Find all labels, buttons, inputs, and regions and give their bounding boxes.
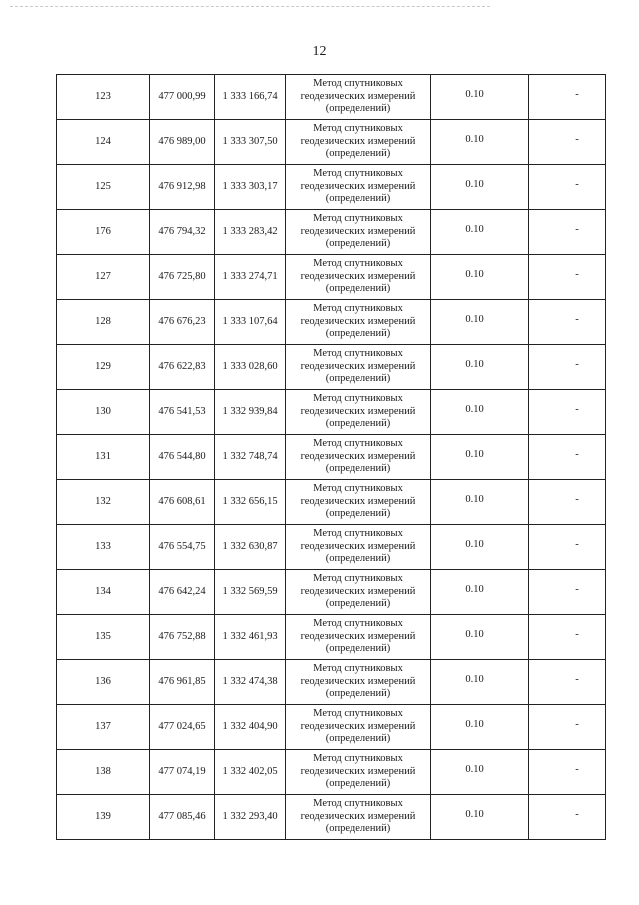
- method-line: Метод спутниковых: [313, 753, 403, 765]
- method-line: (определений): [325, 148, 391, 160]
- x-coordinate-cell: 476 961,85: [150, 660, 215, 705]
- dash-value: -: [575, 449, 579, 460]
- method-line: (определений): [325, 508, 391, 520]
- method-line: Метод спутниковых: [313, 708, 403, 720]
- dash-value: -: [575, 269, 579, 280]
- method-line: (определений): [325, 193, 391, 205]
- method-cell: [286, 390, 431, 435]
- method-line: Метод спутниковых: [313, 798, 403, 810]
- point-number-cell: 132: [57, 480, 150, 525]
- method-line: (определений): [325, 823, 391, 835]
- x-coordinate-cell: 476 725,80: [150, 255, 215, 300]
- accuracy-cell: [431, 795, 529, 840]
- coordinates-table-body: [57, 75, 606, 840]
- y-coordinate-cell: 1 332 404,90: [215, 705, 286, 750]
- dash-value: -: [575, 674, 579, 685]
- method-cell: [286, 345, 431, 390]
- page-number: 12: [312, 44, 327, 59]
- table-row: [57, 435, 606, 480]
- point-number-cell: 130: [57, 390, 150, 435]
- method-line: Метод спутниковых: [313, 168, 403, 180]
- dash-cell: [529, 255, 606, 300]
- accuracy-cell: [431, 750, 529, 795]
- method-line: Метод спутниковых: [313, 78, 403, 90]
- x-coordinate-cell: 477 024,65: [150, 705, 215, 750]
- point-number-cell: 131: [57, 435, 150, 480]
- y-coordinate-cell: 1 332 402,05: [215, 750, 286, 795]
- point-number-cell: 138: [57, 750, 150, 795]
- method-cell: [286, 120, 431, 165]
- method-line: геодезических измерений: [300, 720, 416, 732]
- method-line: геодезических измерений: [300, 675, 416, 687]
- method-line: геодезических измерений: [300, 405, 416, 417]
- dash-cell: [529, 660, 606, 705]
- y-coordinate-cell: 1 332 569,59: [215, 570, 286, 615]
- dash-value: -: [575, 809, 579, 820]
- method-line: (определений): [325, 463, 391, 475]
- accuracy-value: 0.10: [465, 674, 484, 685]
- y-coordinate-cell: 1 332 630,87: [215, 525, 286, 570]
- point-number-cell: 139: [57, 795, 150, 840]
- table-row: [57, 75, 606, 120]
- y-coordinate-cell: 1 332 939,84: [215, 390, 286, 435]
- accuracy-value: 0.10: [465, 89, 484, 100]
- x-coordinate-cell: 476 752,88: [150, 615, 215, 660]
- method-cell: [286, 750, 431, 795]
- accuracy-value: 0.10: [465, 809, 484, 820]
- accuracy-cell: [431, 165, 529, 210]
- dash-value: -: [575, 224, 579, 235]
- dash-value: -: [575, 179, 579, 190]
- method-line: геодезических измерений: [300, 810, 416, 822]
- x-coordinate-cell: 476 622,83: [150, 345, 215, 390]
- method-cell: [286, 570, 431, 615]
- method-line: геодезических измерений: [300, 315, 416, 327]
- dash-value: -: [575, 584, 579, 595]
- method-cell: [286, 435, 431, 480]
- method-line: геодезических измерений: [300, 135, 416, 147]
- y-coordinate-cell: 1 333 283,42: [215, 210, 286, 255]
- table-row: [57, 345, 606, 390]
- dash-value: -: [575, 134, 579, 145]
- y-coordinate-cell: 1 333 303,17: [215, 165, 286, 210]
- y-coordinate-cell: 1 332 656,15: [215, 480, 286, 525]
- x-coordinate-cell: 476 989,00: [150, 120, 215, 165]
- method-line: (определений): [325, 643, 391, 655]
- table-row: [57, 255, 606, 300]
- accuracy-cell: [431, 480, 529, 525]
- x-coordinate-cell: 477 000,99: [150, 75, 215, 120]
- method-line: Метод спутниковых: [313, 123, 403, 135]
- x-coordinate-cell: 477 074,19: [150, 750, 215, 795]
- dash-value: -: [575, 404, 579, 415]
- dash-value: -: [575, 494, 579, 505]
- dash-cell: [529, 435, 606, 480]
- dash-value: -: [575, 764, 579, 775]
- method-line: (определений): [325, 373, 391, 385]
- method-line: Метод спутниковых: [313, 618, 403, 630]
- point-number-cell: 128: [57, 300, 150, 345]
- dash-cell: [529, 75, 606, 120]
- dash-value: -: [575, 89, 579, 100]
- accuracy-value: 0.10: [465, 134, 484, 145]
- table-row: [57, 300, 606, 345]
- dash-cell: [529, 345, 606, 390]
- point-number-cell: 127: [57, 255, 150, 300]
- y-coordinate-cell: 1 332 293,40: [215, 795, 286, 840]
- table-row: [57, 750, 606, 795]
- dash-value: -: [575, 629, 579, 640]
- point-number-cell: 125: [57, 165, 150, 210]
- method-line: Метод спутниковых: [313, 438, 403, 450]
- table-row: [57, 210, 606, 255]
- dash-cell: [529, 165, 606, 210]
- dash-cell: [529, 300, 606, 345]
- y-coordinate-cell: 1 332 474,38: [215, 660, 286, 705]
- point-number-cell: 133: [57, 525, 150, 570]
- y-coordinate-cell: 1 333 166,74: [215, 75, 286, 120]
- table-row: [57, 795, 606, 840]
- x-coordinate-cell: 476 544,80: [150, 435, 215, 480]
- point-number-cell: 124: [57, 120, 150, 165]
- method-line: геодезических измерений: [300, 540, 416, 552]
- table-row: [57, 615, 606, 660]
- method-line: (определений): [325, 733, 391, 745]
- accuracy-cell: [431, 705, 529, 750]
- accuracy-value: 0.10: [465, 539, 484, 550]
- dash-cell: [529, 480, 606, 525]
- accuracy-value: 0.10: [465, 314, 484, 325]
- method-line: (определений): [325, 238, 391, 250]
- dash-cell: [529, 570, 606, 615]
- x-coordinate-cell: 476 554,75: [150, 525, 215, 570]
- dash-value: -: [575, 719, 579, 730]
- dash-cell: [529, 390, 606, 435]
- method-cell: [286, 705, 431, 750]
- coordinates-table: [56, 74, 606, 840]
- accuracy-value: 0.10: [465, 494, 484, 505]
- method-cell: [286, 255, 431, 300]
- point-number-cell: 135: [57, 615, 150, 660]
- dash-cell: [529, 615, 606, 660]
- method-cell: [286, 300, 431, 345]
- accuracy-cell: [431, 525, 529, 570]
- point-number-cell: 136: [57, 660, 150, 705]
- x-coordinate-cell: 476 676,23: [150, 300, 215, 345]
- accuracy-cell: [431, 300, 529, 345]
- accuracy-value: 0.10: [465, 179, 484, 190]
- dash-cell: [529, 795, 606, 840]
- dash-value: -: [575, 359, 579, 370]
- method-line: Метод спутниковых: [313, 393, 403, 405]
- top-divider: [10, 6, 490, 7]
- method-line: геодезических измерений: [300, 270, 416, 282]
- y-coordinate-cell: 1 332 748,74: [215, 435, 286, 480]
- point-number-cell: 129: [57, 345, 150, 390]
- accuracy-value: 0.10: [465, 764, 484, 775]
- accuracy-value: 0.10: [465, 359, 484, 370]
- table-row: [57, 120, 606, 165]
- y-coordinate-cell: 1 333 028,60: [215, 345, 286, 390]
- method-line: геодезических измерений: [300, 225, 416, 237]
- method-cell: [286, 660, 431, 705]
- method-line: геодезических измерений: [300, 360, 416, 372]
- dash-cell: [529, 705, 606, 750]
- x-coordinate-cell: 477 085,46: [150, 795, 215, 840]
- accuracy-cell: [431, 345, 529, 390]
- method-line: (определений): [325, 328, 391, 340]
- x-coordinate-cell: 476 912,98: [150, 165, 215, 210]
- accuracy-value: 0.10: [465, 404, 484, 415]
- x-coordinate-cell: 476 541,53: [150, 390, 215, 435]
- table-row: [57, 165, 606, 210]
- y-coordinate-cell: 1 332 461,93: [215, 615, 286, 660]
- dash-cell: [529, 525, 606, 570]
- accuracy-value: 0.10: [465, 224, 484, 235]
- method-cell: [286, 615, 431, 660]
- method-line: геодезических измерений: [300, 450, 416, 462]
- accuracy-cell: [431, 75, 529, 120]
- method-line: (определений): [325, 598, 391, 610]
- method-cell: [286, 525, 431, 570]
- accuracy-cell: [431, 120, 529, 165]
- method-line: Метод спутниковых: [313, 528, 403, 540]
- method-cell: [286, 480, 431, 525]
- method-line: Метод спутниковых: [313, 258, 403, 270]
- accuracy-cell: [431, 435, 529, 480]
- method-line: геодезических измерений: [300, 630, 416, 642]
- method-cell: [286, 75, 431, 120]
- accuracy-cell: [431, 390, 529, 435]
- table-row: [57, 660, 606, 705]
- accuracy-value: 0.10: [465, 269, 484, 280]
- accuracy-cell: [431, 255, 529, 300]
- method-line: (определений): [325, 283, 391, 295]
- method-line: геодезических измерений: [300, 765, 416, 777]
- method-line: геодезических измерений: [300, 495, 416, 507]
- method-line: Метод спутниковых: [313, 213, 403, 225]
- method-line: геодезических измерений: [300, 585, 416, 597]
- accuracy-value: 0.10: [465, 584, 484, 595]
- y-coordinate-cell: 1 333 274,71: [215, 255, 286, 300]
- dash-cell: [529, 210, 606, 255]
- method-line: (определений): [325, 418, 391, 430]
- accuracy-value: 0.10: [465, 719, 484, 730]
- table-row: [57, 480, 606, 525]
- point-number-cell: 137: [57, 705, 150, 750]
- accuracy-cell: [431, 660, 529, 705]
- y-coordinate-cell: 1 333 307,50: [215, 120, 286, 165]
- method-line: (определений): [325, 103, 391, 115]
- x-coordinate-cell: 476 642,24: [150, 570, 215, 615]
- table-row: [57, 525, 606, 570]
- table-row: [57, 705, 606, 750]
- y-coordinate-cell: 1 333 107,64: [215, 300, 286, 345]
- method-cell: [286, 210, 431, 255]
- method-line: Метод спутниковых: [313, 483, 403, 495]
- dash-cell: [529, 750, 606, 795]
- method-line: геодезических измерений: [300, 90, 416, 102]
- accuracy-value: 0.10: [465, 629, 484, 640]
- method-cell: [286, 795, 431, 840]
- dash-value: -: [575, 539, 579, 550]
- method-line: геодезических измерений: [300, 180, 416, 192]
- point-number-cell: 123: [57, 75, 150, 120]
- accuracy-cell: [431, 570, 529, 615]
- table-row: [57, 570, 606, 615]
- point-number-cell: 134: [57, 570, 150, 615]
- method-line: (определений): [325, 688, 391, 700]
- table-row: [57, 390, 606, 435]
- method-line: (определений): [325, 553, 391, 565]
- accuracy-cell: [431, 210, 529, 255]
- method-line: Метод спутниковых: [313, 303, 403, 315]
- accuracy-cell: [431, 615, 529, 660]
- method-cell: [286, 165, 431, 210]
- method-line: (определений): [325, 778, 391, 790]
- method-line: Метод спутниковых: [313, 663, 403, 675]
- accuracy-value: 0.10: [465, 449, 484, 460]
- method-line: Метод спутниковых: [313, 573, 403, 585]
- dash-cell: [529, 120, 606, 165]
- point-number-cell: 176: [57, 210, 150, 255]
- method-line: Метод спутниковых: [313, 348, 403, 360]
- x-coordinate-cell: 476 794,32: [150, 210, 215, 255]
- x-coordinate-cell: 476 608,61: [150, 480, 215, 525]
- dash-value: -: [575, 314, 579, 325]
